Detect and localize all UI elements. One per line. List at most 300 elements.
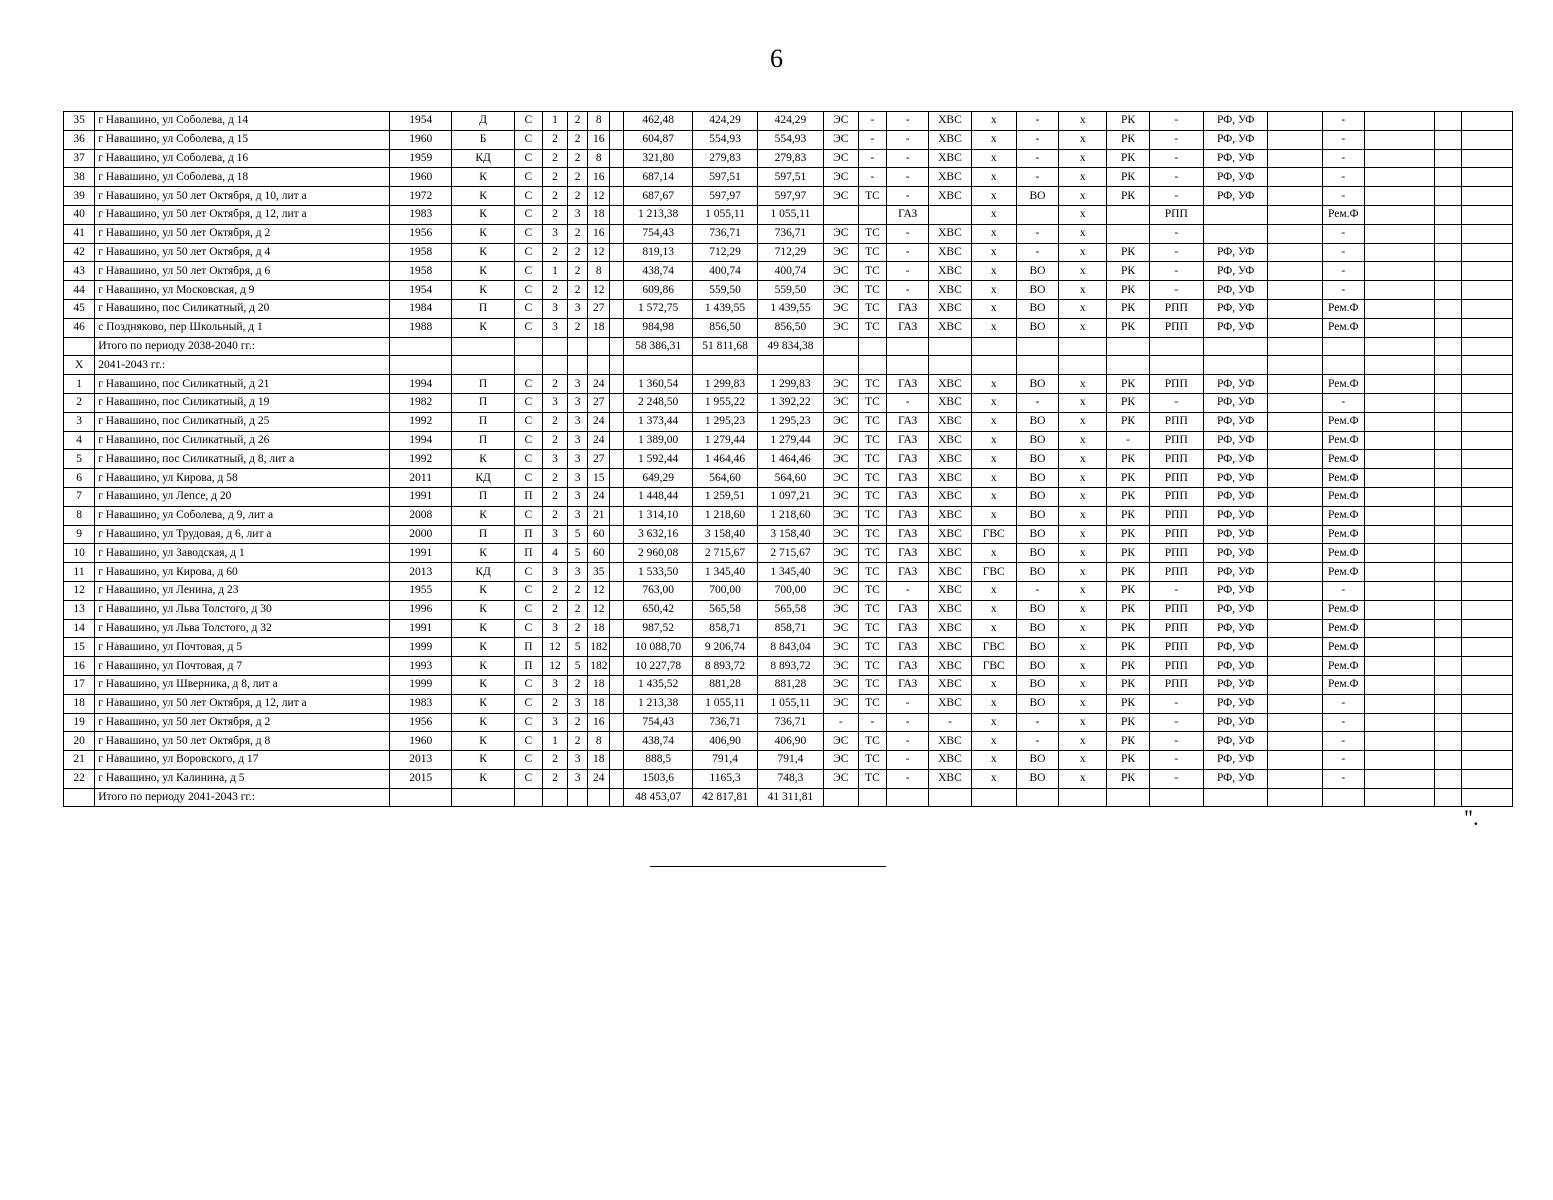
table-cell: - [1322,112,1364,131]
table-cell: х [971,318,1016,337]
table-cell: х [971,600,1016,619]
table-cell: ВО [1016,675,1058,694]
table-cell [1268,375,1322,394]
table-cell: ТС [858,506,886,525]
table-cell [1461,130,1512,149]
table-cell: 1958 [390,262,452,281]
table-cell: х [1059,487,1107,506]
table-cell: 279,83 [692,149,757,168]
table-cell [1059,337,1107,356]
table-cell [610,544,624,563]
table-cell: - [823,713,858,732]
table-cell: ХВС [929,262,971,281]
table-cell: К [452,544,514,563]
table-cell: 2 [568,675,588,694]
table-cell: ЭС [823,675,858,694]
table-cell [610,487,624,506]
table-cell: - [887,732,929,751]
table-row [64,375,1513,394]
table-cell: 2015 [390,769,452,788]
table-cell: 881,28 [758,675,823,694]
table-cell: - [1149,713,1203,732]
table-cell: РК [1107,299,1149,318]
table-cell: х [971,224,1016,243]
table-cell: г Навашино, пос Силикатный, д 8, лит а [95,450,390,469]
table-cell: 888,5 [624,751,692,770]
table-cell [1461,581,1512,600]
table-cell: ЭС [823,600,858,619]
table-cell [1461,112,1512,131]
table-cell [610,600,624,619]
table-row [64,356,1513,375]
table-cell [1461,281,1512,300]
table-cell: 400,74 [692,262,757,281]
table-cell: 16 [588,224,610,243]
table-cell: х [1059,112,1107,131]
table-cell: 1972 [390,187,452,206]
table-cell [1435,281,1461,300]
table-cell: РК [1107,412,1149,431]
table-cell [1268,657,1322,676]
table-cell: - [858,713,886,732]
table-cell [1268,675,1322,694]
table-cell: С [514,431,542,450]
table-cell: 3 158,40 [692,525,757,544]
table-cell: - [887,751,929,770]
table-cell: П [514,638,542,657]
table-cell: - [1149,243,1203,262]
table-cell: РПП [1149,299,1203,318]
table-cell: х [1059,694,1107,713]
table-cell: К [452,751,514,770]
table-cell: 8 893,72 [758,657,823,676]
table-cell [1435,675,1461,694]
table-cell: РФ, УФ [1203,732,1267,751]
table-cell: РПП [1149,469,1203,488]
table-cell: 3 [568,506,588,525]
table-cell: РФ, УФ [1203,600,1267,619]
table-cell: П [514,487,542,506]
table-row [64,243,1513,262]
table-cell: 27 [588,450,610,469]
table-cell: 18 [588,694,610,713]
table-cell: РФ, УФ [1203,431,1267,450]
table-cell: - [1322,751,1364,770]
table-cell: 1994 [390,431,452,450]
table-cell: П [452,525,514,544]
table-row [64,337,1513,356]
table-cell [1435,732,1461,751]
table-cell: 1 [542,732,567,751]
table-cell [1435,224,1461,243]
table-cell [1364,299,1434,318]
table-cell [1461,262,1512,281]
table-cell [1268,694,1322,713]
table-cell: г Навашино, ул Шверника, д 8, лит а [95,675,390,694]
table-cell [1461,732,1512,751]
table-cell: 3 [568,450,588,469]
table-cell: 2 [542,431,567,450]
table-cell: - [1016,581,1058,600]
table-cell: С [514,563,542,582]
table-cell: 13 [64,600,95,619]
table-cell: г Навашино, ул Калинина, д 5 [95,769,390,788]
table-cell [1268,563,1322,582]
table-cell: К [452,600,514,619]
table-cell: г Навашино, ул Соболева, д 15 [95,130,390,149]
table-cell [1435,657,1461,676]
table-cell: - [887,243,929,262]
table-cell: - [1149,581,1203,600]
table-cell: ВО [1016,544,1058,563]
table-cell: 1 435,52 [624,675,692,694]
table-cell [1203,224,1267,243]
table-cell: х [1059,243,1107,262]
table-cell: 1165,3 [692,769,757,788]
table-cell: 60 [588,525,610,544]
table-cell [390,337,452,356]
table-cell: 2 [542,187,567,206]
table-cell: х [971,187,1016,206]
table-cell: 559,50 [758,281,823,300]
table-cell: ВО [1016,600,1058,619]
table-cell: П [514,544,542,563]
table-cell: РФ, УФ [1203,769,1267,788]
table-cell: - [887,769,929,788]
table-cell: - [1016,168,1058,187]
table-cell: 1991 [390,544,452,563]
table-cell: 406,90 [758,732,823,751]
table-cell: РФ, УФ [1203,281,1267,300]
table-cell: ЭС [823,506,858,525]
table-cell: 44 [64,281,95,300]
table-cell: РК [1107,149,1149,168]
table-cell: ТС [858,581,886,600]
table-cell: 2 [568,187,588,206]
table-cell [1461,619,1512,638]
table-cell: 1956 [390,713,452,732]
table-row [64,525,1513,544]
table-cell: ВО [1016,431,1058,450]
table-cell: 21 [64,751,95,770]
table-cell: 3 [568,487,588,506]
table-cell: 22 [64,769,95,788]
table-cell: 3 632,16 [624,525,692,544]
table-cell: г Навашино, ул Воровского, д 17 [95,751,390,770]
table-cell: РК [1107,281,1149,300]
table-cell: х [1059,657,1107,676]
table-cell: 2 [542,769,567,788]
table-cell: ВО [1016,769,1058,788]
table-row [64,431,1513,450]
table-cell [1461,600,1512,619]
table-cell: 1 464,46 [758,450,823,469]
table-cell: РФ, УФ [1203,506,1267,525]
table-row [64,469,1513,488]
table-cell: 24 [588,431,610,450]
table-cell: 597,97 [758,187,823,206]
table-cell: 604,87 [624,130,692,149]
table-cell: х [1059,638,1107,657]
table-row [64,281,1513,300]
table-row [64,713,1513,732]
table-cell: - [1149,393,1203,412]
table-cell [610,412,624,431]
table-cell [1268,506,1322,525]
table-cell: 36 [64,130,95,149]
table-cell: РФ, УФ [1203,563,1267,582]
table-cell: 8 843,04 [758,638,823,657]
table-cell [1364,130,1434,149]
table-cell [514,337,542,356]
table-cell: ГАЗ [887,375,929,394]
table-cell: - [1149,168,1203,187]
table-cell [1435,788,1461,807]
table-cell: - [887,168,929,187]
table-cell [1461,487,1512,506]
table-cell: 2 960,08 [624,544,692,563]
table-cell: ХВС [929,506,971,525]
table-cell: х [971,299,1016,318]
table-cell: 3 [542,299,567,318]
table-cell: 400,74 [758,262,823,281]
housing-register-table [63,111,1513,807]
table-cell: - [1149,262,1203,281]
table-cell: РК [1107,375,1149,394]
table-cell [1268,243,1322,262]
table-cell: Рем.Ф [1322,412,1364,431]
table-cell: х [971,694,1016,713]
table-cell: г Навашино, ул Лепсе, д 20 [95,487,390,506]
table-cell: ХВС [929,112,971,131]
table-cell: Рем.Ф [1322,375,1364,394]
table-cell: 687,14 [624,168,692,187]
table-cell: 24 [588,412,610,431]
table-cell [1461,375,1512,394]
table-cell: 1958 [390,243,452,262]
table-cell [1268,713,1322,732]
table-cell: 1960 [390,732,452,751]
table-cell [1461,769,1512,788]
table-cell: П [452,431,514,450]
table-cell [452,356,514,375]
table-cell: РПП [1149,675,1203,694]
table-cell: х [1059,769,1107,788]
table-cell: КД [452,149,514,168]
table-cell [1364,619,1434,638]
table-cell: х [971,713,1016,732]
table-cell: 15 [64,638,95,657]
table-cell: 1992 [390,412,452,431]
table-cell: ЭС [823,487,858,506]
table-cell [823,356,858,375]
table-cell [1364,393,1434,412]
table-cell [1203,356,1267,375]
table-cell: РК [1107,769,1149,788]
table-cell: С [514,675,542,694]
table-cell [610,563,624,582]
table-cell: Рем.Ф [1322,487,1364,506]
table-cell: х [1059,732,1107,751]
table-cell [1364,262,1434,281]
table-cell: С [514,281,542,300]
table-cell [1435,356,1461,375]
table-row [64,506,1513,525]
table-cell [610,619,624,638]
table-cell [610,694,624,713]
table-cell: 1991 [390,487,452,506]
table-cell: 2 [542,281,567,300]
table-row [64,732,1513,751]
table-cell: - [887,130,929,149]
table-cell [1322,337,1364,356]
table-cell: 881,28 [692,675,757,694]
footer-divider-line [650,866,886,867]
table-cell: ТС [858,469,886,488]
table-cell: 3 [542,525,567,544]
table-cell [1268,487,1322,506]
table-cell: П [452,393,514,412]
table-cell: 1983 [390,205,452,224]
table-cell: РК [1107,243,1149,262]
table-cell: 1959 [390,149,452,168]
table-cell: г Навашино, ул 50 лет Октября, д 2 [95,224,390,243]
table-cell: ЭС [823,299,858,318]
table-cell: 12 [64,581,95,600]
table-cell: 1 295,23 [692,412,757,431]
table-cell: 1 955,22 [692,393,757,412]
table-cell [610,299,624,318]
table-cell: 1 055,11 [758,205,823,224]
table-cell: ХВС [929,544,971,563]
table-cell: 763,00 [624,581,692,600]
table-cell: - [1016,112,1058,131]
table-cell: Рем.Ф [1322,675,1364,694]
table-cell: 650,42 [624,600,692,619]
table-cell: - [1016,393,1058,412]
table-cell [1149,337,1203,356]
table-cell [1364,337,1434,356]
table-cell: 182 [588,657,610,676]
table-cell: 2 [542,600,567,619]
table-cell: РФ, УФ [1203,544,1267,563]
table-cell: ГАЗ [887,657,929,676]
table-cell: 564,60 [692,469,757,488]
table-cell: ГВС [971,525,1016,544]
table-cell [610,638,624,657]
table-cell: х [971,168,1016,187]
table-cell: ТС [858,224,886,243]
table-cell [1435,375,1461,394]
table-cell [1364,281,1434,300]
table-cell: х [1059,281,1107,300]
table-cell: 406,90 [692,732,757,751]
table-cell: х [971,544,1016,563]
table-cell: 51 811,68 [692,337,757,356]
table-cell: 856,50 [692,318,757,337]
table-cell: 424,29 [692,112,757,131]
table-cell [1364,657,1434,676]
table-cell [1461,393,1512,412]
table-cell: 1960 [390,130,452,149]
table-cell [1461,638,1512,657]
table-row [64,450,1513,469]
table-cell [1435,187,1461,206]
table-cell: ЭС [823,149,858,168]
table-cell: х [1059,299,1107,318]
table-cell: 12 [588,243,610,262]
table-cell: 48 453,07 [624,788,692,807]
table-cell [1435,318,1461,337]
table-cell: 984,98 [624,318,692,337]
table-row [64,544,1513,563]
table-cell: 8 [64,506,95,525]
table-cell: Рем.Ф [1322,638,1364,657]
table-cell [1268,224,1322,243]
table-cell: РПП [1149,563,1203,582]
table-cell [610,450,624,469]
table-row [64,224,1513,243]
table-cell [858,205,886,224]
table-cell: К [452,638,514,657]
table-cell: 2 715,67 [692,544,757,563]
table-cell: РПП [1149,657,1203,676]
table-cell: 2 [568,243,588,262]
table-row [64,581,1513,600]
table-cell [624,356,692,375]
table-row [64,393,1513,412]
table-cell: ТС [858,243,886,262]
table-cell: РК [1107,506,1149,525]
table-cell: х [1059,224,1107,243]
table-cell: - [887,187,929,206]
table-cell: КД [452,469,514,488]
table-cell: С [514,205,542,224]
table-cell: 10 088,70 [624,638,692,657]
table-cell: 41 311,81 [758,788,823,807]
table-cell [1268,281,1322,300]
table-cell [1435,149,1461,168]
table-cell: 1 279,44 [758,431,823,450]
table-cell: ХВС [929,732,971,751]
table-cell: 736,71 [692,224,757,243]
table-cell: ТС [858,262,886,281]
table-cell: 10 227,78 [624,657,692,676]
table-cell: ЭС [823,581,858,600]
table-cell: 1 592,44 [624,450,692,469]
table-cell: РК [1107,393,1149,412]
table-cell: 279,83 [758,149,823,168]
table-cell: ХВС [929,281,971,300]
table-cell [1268,130,1322,149]
table-cell: 2 [568,318,588,337]
table-cell: ХВС [929,168,971,187]
table-cell: ХВС [929,675,971,694]
table-row [64,788,1513,807]
table-cell: - [887,149,929,168]
table-cell: - [1149,694,1203,713]
table-cell: - [887,393,929,412]
table-cell: Рем.Ф [1322,619,1364,638]
table-cell: ТС [858,769,886,788]
table-cell: 687,67 [624,187,692,206]
table-cell: С [514,469,542,488]
table-cell: РФ, УФ [1203,112,1267,131]
table-cell: 6 [64,469,95,488]
table-cell: 1 439,55 [758,299,823,318]
table-cell: 5 [64,450,95,469]
table-cell [1268,619,1322,638]
